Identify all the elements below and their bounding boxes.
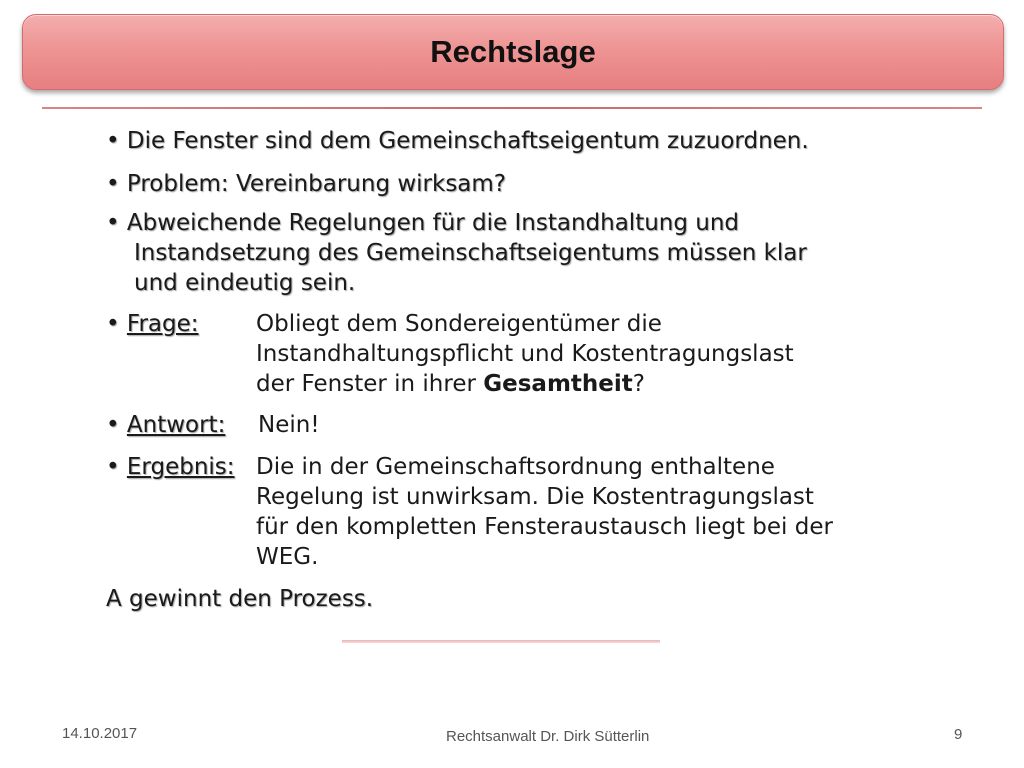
ergebnis-label: Ergebnis: (126, 454, 235, 480)
antwort-bullet: • (106, 412, 120, 438)
frage-text-line3-pre: der Fenster in ihrer (256, 371, 484, 397)
ergebnis-bullet: • (106, 454, 120, 480)
slide-title: Rechtslage (430, 34, 596, 69)
frage-text-line2: Instandhaltungspflicht und Kostentragungslast (256, 341, 794, 367)
footer-page-number: 9 (954, 726, 963, 743)
antwort-label: Antwort: (126, 412, 226, 438)
ergebnis-text-line1: Die in der Gemeinschaftsordnung enthaltene (256, 454, 775, 480)
ergebnis-heading (106, 452, 235, 482)
frage-bullet: • (106, 311, 120, 337)
footer-date: 14.10.2017 (62, 725, 138, 742)
ergebnis-text-line2: Regelung ist unwirksam. Die Kostentragungslast (256, 484, 814, 510)
bullet-fenster: • Die Fenster sind dem Gemeinschaftseigentum zuzuordnen. (106, 128, 809, 154)
bullet-problem: • Problem: Vereinbarung wirksam? (106, 171, 507, 197)
antwort-heading (106, 410, 225, 440)
bottom-divider (342, 640, 660, 643)
frage-heading (106, 309, 199, 339)
frage-text-line3-post: ? (632, 371, 645, 397)
frage-text-line3 (256, 369, 645, 399)
bullet-abweichende-line1: • Abweichende Regelungen für die Instandhaltung und (106, 210, 740, 236)
frage-text-line1: Obliegt dem Sondereigentümer die (256, 311, 662, 337)
ergebnis-text-line3: für den kompletten Fensteraustausch liegt bei der (256, 514, 833, 540)
bullet-abweichende-line2: Instandsetzung des Gemeinschaftseigentums müssen klar (134, 240, 807, 266)
footer-author: Rechtsanwalt Dr. Dirk Sütterlin (446, 728, 650, 745)
antwort-text: Nein! (258, 412, 320, 438)
frage-label: Frage: (126, 311, 199, 337)
frage-emphasis: Gesamtheit (483, 371, 633, 397)
ergebnis-text-line4: WEG. (256, 544, 319, 570)
conclusion: A gewinnt den Prozess. (106, 586, 374, 612)
bullet-abweichende-line3: und eindeutig sein. (134, 270, 356, 296)
